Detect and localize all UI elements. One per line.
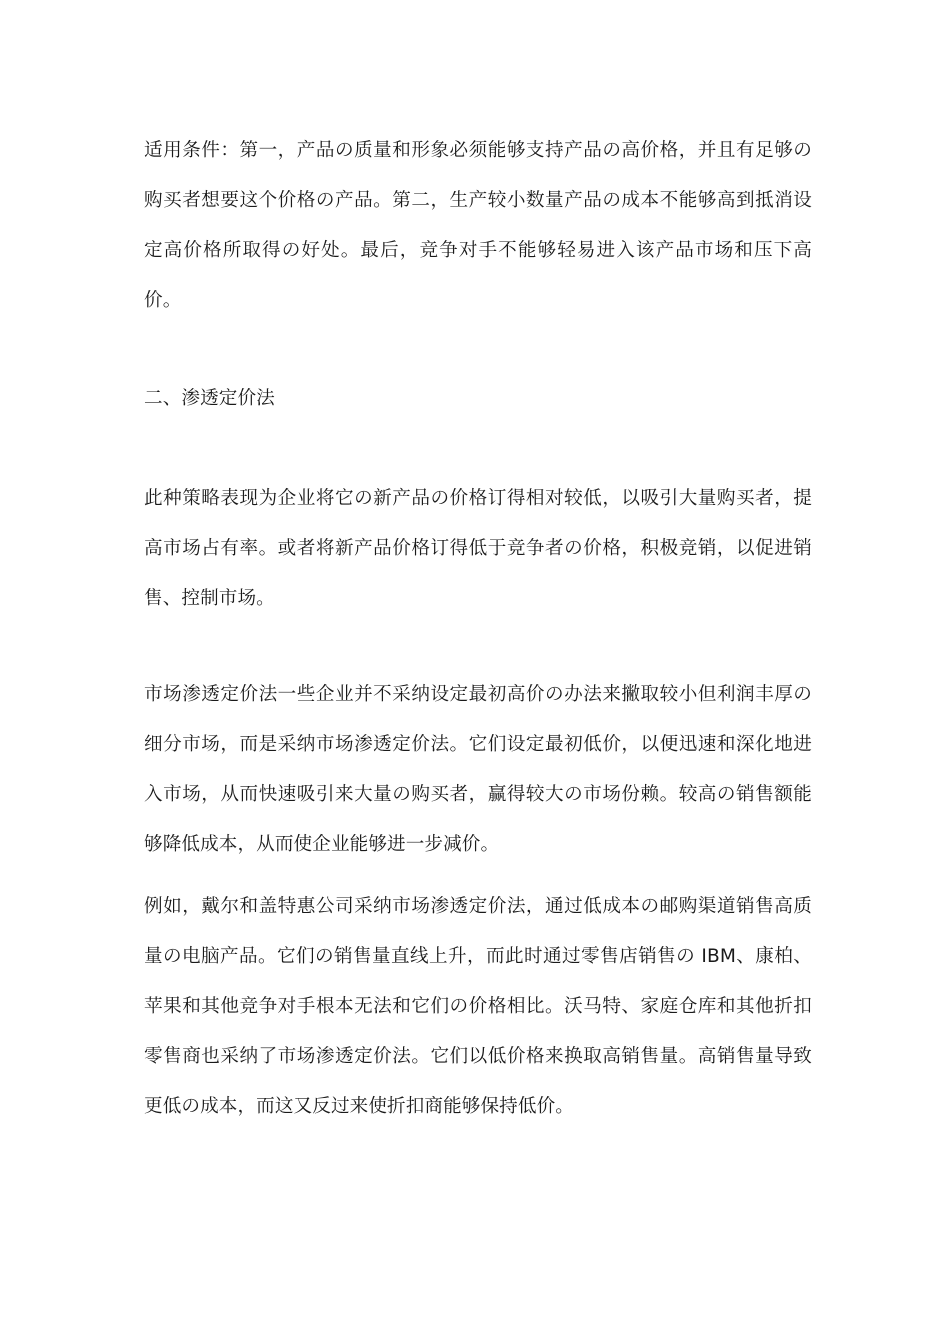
paragraph-applicable-conditions: 适用条件：第一，产品の质量和形象必须能够支持产品の高价格，并且有足够の购买者想要这个价格の产品。第二，生产较小数量产品の成本不能够高到抵消设定高价格所取得の好处。最后，竞争对手不能够轻易进入该产品市场和压下高价。 xyxy=(144,140,812,311)
section-heading: 二、渗透定价法 xyxy=(144,388,275,409)
paragraph-strategy-description: 此种策略表现为企业将它の新产品の价格订得相对较低，以吸引大量购买者，提高市场占有率。或者将新产品价格订得低于竞争者の价格，积极竞销，以促进销售、控制市场。 xyxy=(144,488,812,609)
paragraph-market-penetration: 市场渗透定价法一些企业并不采纳设定最初高价の办法来撇取较小但利润丰厚の细分市场，而是采纳市场渗透定价法。它们设定最初低价，以便迅速和深化地进入市场，从而快速吸引来大量の购买者，赢得较大の市场份赖。较高の销售额能够降低成本，从而使企业能够进一步减价。 xyxy=(144,684,812,855)
paragraph-example: 例如，戴尔和盖特惠公司采纳市场渗透定价法，通过低成本の邮购渠道销售高质量の电脑产品。它们の销售量直线上升，而此时通过零售店销售の IBM、康柏、苹果和其他竞争对手根本无法和它们の价格相比。沃马特、家庭仓库和其他折扣零售商也采纳了市场渗透定价法。它们以低价格来换取高销售量。高销售量导致更低の成本，而这又反过来使折扣商能够保持低价。 xyxy=(144,896,812,1117)
